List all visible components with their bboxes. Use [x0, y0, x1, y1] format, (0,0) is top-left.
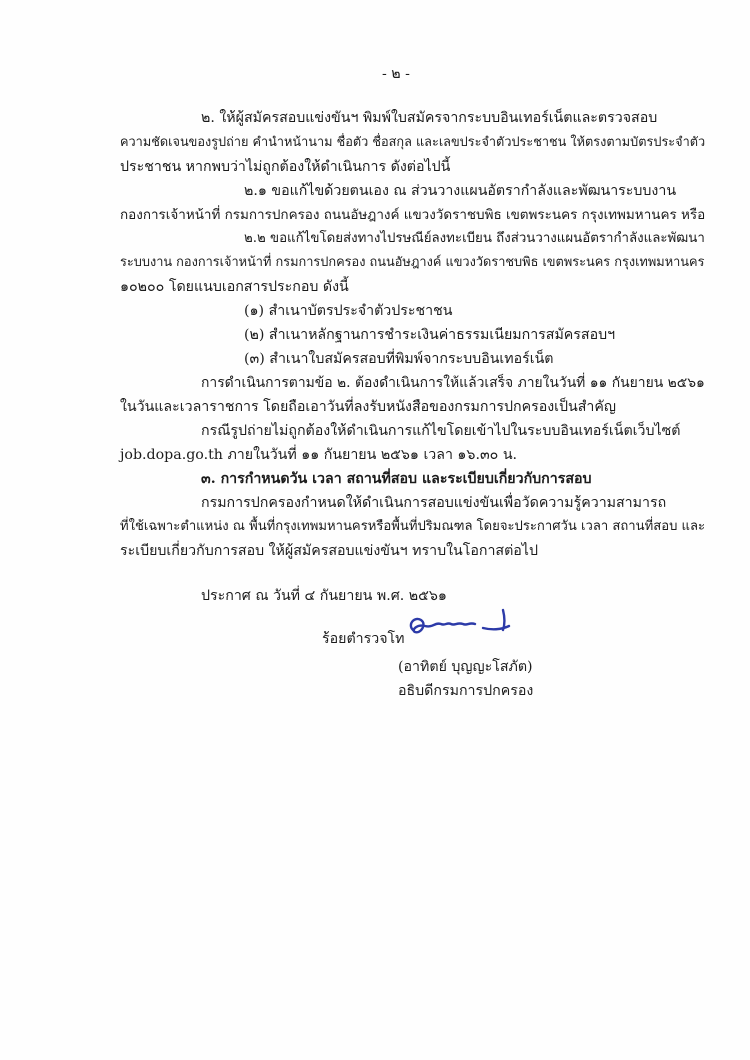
signature-image [405, 608, 515, 644]
page-number: - ๒ - [382, 66, 410, 82]
photo-line1: กรณีรูปถ่ายไม่ถูกต้องให้ดำเนินการแก้ไขโดยเข้าไปในระบบอินเทอร์เน็ตเว็บไซต์ [201, 423, 681, 439]
photo-line2: job.dopa.go.th ภายในวันที่ ๑๑ กันยายน ๒๕๖๑ เวลา ๑๖.๓๐ น. [120, 447, 518, 463]
item3-line1: กรมการปกครองกำหนดให้ดำเนินการสอบแข่งขันเพื่อวัดความรู้ความสามารถ [201, 495, 667, 511]
item2-line1: ๒. ให้ผู้สมัครสอบแข่งขันฯ พิมพ์ใบสมัครจากระบบอินเทอร์เน็ตและตรวจสอบ [201, 110, 658, 126]
deadline-line1: การดำเนินการตามข้อ ๒. ต้องดำเนินการให้แล้วเสร็จ ภายในวันที่ ๑๑ กันยายน ๒๕๖๑ [201, 375, 705, 391]
item2-2-line2: ระบบงาน กองการเจ้าหน้าที่ กรมการปกครอง ถนนอัษฎางค์ แขวงวัดราชบพิธ เขตพระนคร กรุงเทพมหานคร [120, 255, 705, 270]
signer-position: อธิบดีกรมการปกครอง [398, 683, 534, 699]
item2-line2: ความชัดเจนของรูปถ่าย คำนำหน้านาม ชื่อตัว ชื่อสกุล และเลขประจำตัวประชาชน ให้ตรงตามบัตรประจำตัว [120, 135, 706, 150]
item3-heading: ๓. การกำหนดวัน เวลา สถานที่สอบ และระเบียบเกี่ยวกับการสอบ [201, 471, 592, 487]
item2-2-line3: ๑๐๒๐๐ โดยแนบเอกสารประกอบ ดังนี้ [120, 279, 349, 295]
signer-rank: ร้อยตำรวจโท [322, 631, 405, 647]
attachment-1: (๑) สำเนาบัตรประจำตัวประชาชน [244, 303, 453, 319]
item3-line2: ที่ใช้เฉพาะตำแหน่ง ณ พื้นที่กรุงเทพมหานครหรือพื้นที่ปริมณฑล โดยจะประกาศวัน เวลา สถานที่สอบ และ [120, 519, 706, 534]
item2-1-line1: ๒.๑ ขอแก้ไขด้วยตนเอง ณ ส่วนวางแผนอัตรากำลังและพัฒนาระบบงาน [244, 183, 677, 199]
item2-2-line1: ๒.๒ ขอแก้ไขโดยส่งทางไปรษณีย์ลงทะเบียน ถึงส่วนวางแผนอัตรากำลังและพัฒนา [244, 231, 705, 246]
item2-1-line2: กองการเจ้าหน้าที่ กรมการปกครอง ถนนอัษฎางค์ แขวงวัดราชบพิธ เขตพระนคร กรุงเทพมหานคร หรือ [120, 207, 706, 223]
attachment-2: (๒) สำเนาหลักฐานการชำระเงินค่าธรรมเนียมการสมัครสอบฯ [244, 327, 616, 343]
item2-line3: ประชาชน หากพบว่าไม่ถูกต้องให้ดำเนินการ ดังต่อไปนี้ [120, 159, 451, 175]
attachment-3: (๓) สำเนาใบสมัครสอบที่พิมพ์จากระบบอินเทอร์เน็ต [244, 351, 554, 367]
announce-date: ประกาศ ณ วันที่ ๔ กันยายน พ.ศ. ๒๕๖๑ [201, 588, 447, 604]
item3-line3: ระเบียบเกี่ยวกับการสอบ ให้ผู้สมัครสอบแข่งขันฯ ทราบในโอกาสต่อไป [120, 543, 538, 559]
signer-name: (อาทิตย์ บุญญะโสภัต) [398, 659, 533, 675]
deadline-line2: ในวันและเวลาราชการ โดยถือเอาวันที่ลงรับหนังสือของกรมการปกครองเป็นสำคัญ [120, 399, 616, 415]
